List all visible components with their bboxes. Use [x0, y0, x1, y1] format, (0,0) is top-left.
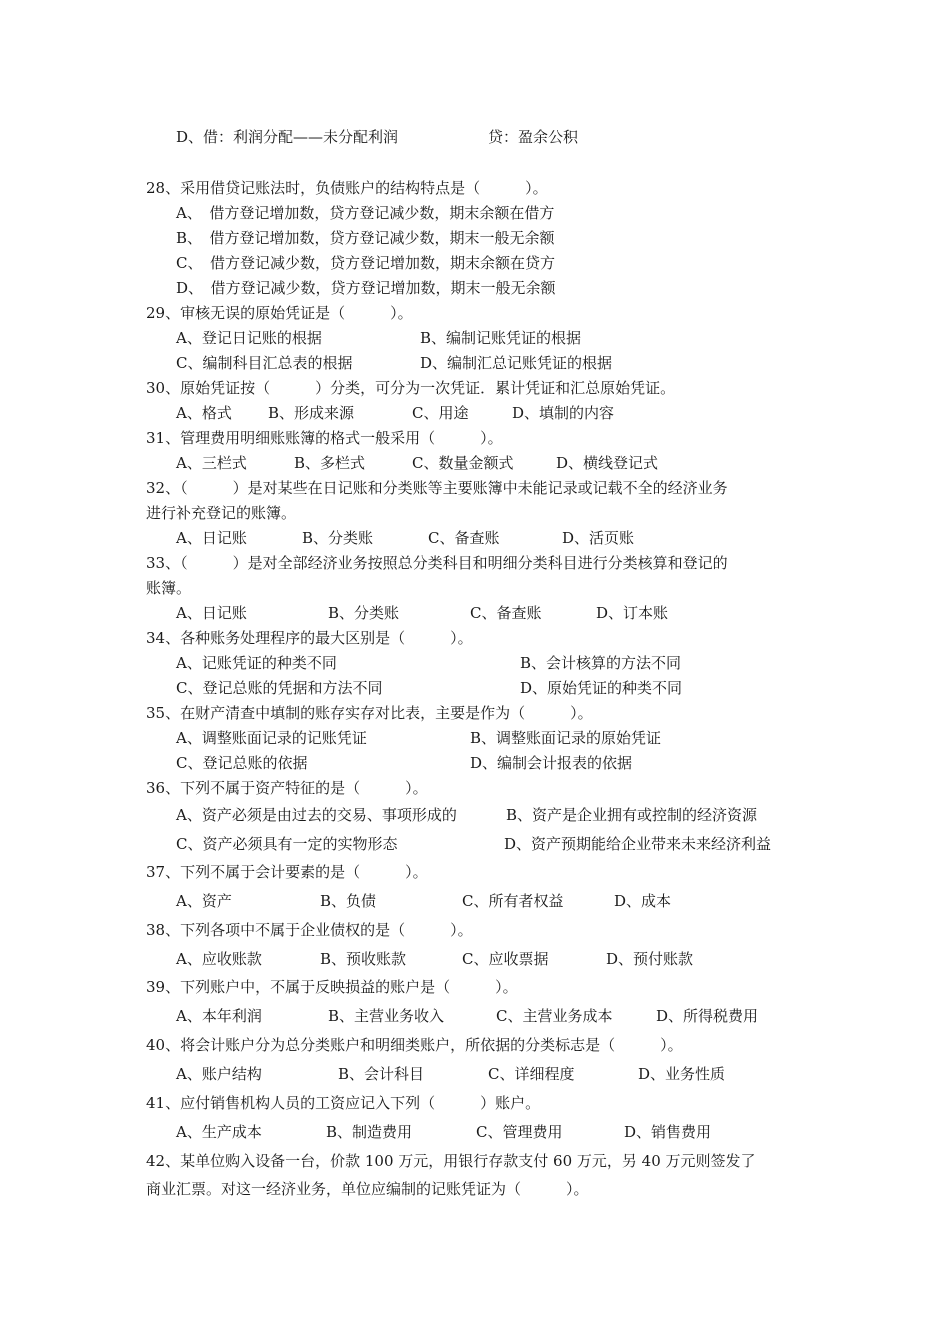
q32-option-d: D、活页账 [562, 529, 635, 547]
q35-option-c: C、登记总账的依据 [176, 754, 308, 772]
q35-option-a: A、调整账面记录的记账凭证 [176, 729, 367, 747]
q37-option-a: A、资产 [176, 892, 232, 910]
q39-option-d: D、所得税费用 [656, 1007, 759, 1025]
q27-option-d-credit: 贷：盈余公积 [488, 128, 579, 146]
q27-option-d: D、借：利润分配——未分配利润 [176, 128, 399, 146]
q32-stem-line2: 进行补充登记的账簿。 [146, 504, 297, 522]
q32-option-a: A、日记账 [176, 529, 247, 547]
q31-stem: 31、管理费用明细账账簿的格式一般采用（ ）。 [146, 429, 503, 447]
q41-option-c: C、管理费用 [476, 1123, 563, 1141]
q33-option-d: D、订本账 [596, 604, 669, 622]
q39-option-b: B、主营业务收入 [328, 1007, 445, 1025]
q37-option-c: C、所有者权益 [462, 892, 564, 910]
q34-option-d: D、原始凭证的种类不同 [520, 679, 683, 697]
q30-option-c: C、用途 [412, 404, 469, 422]
q33-option-a: A、日记账 [176, 604, 247, 622]
q41-stem: 41、应付销售机构人员的工资应记入下列（ ）账户。 [146, 1094, 541, 1112]
q29-option-a: A、登记日记账的根据 [176, 329, 322, 347]
q34-stem: 34、各种账务处理程序的最大区别是（ ）。 [146, 629, 473, 647]
q33-stem-line2: 账簿。 [146, 579, 192, 597]
q37-option-d: D、成本 [614, 892, 672, 910]
q42-stem-line2: 商业汇票。对这一经济业务，单位应编制的记账凭证为（ ）。 [146, 1180, 589, 1198]
q39-option-c: C、主营业务成本 [496, 1007, 613, 1025]
q41-option-a: A、生产成本 [176, 1123, 262, 1141]
q42-stem-line1: 42、某单位购入设备一台，价款 100 万元，用银行存款支付 60 万元，另 40 万元则签发了 [146, 1152, 756, 1170]
q31-option-b: B、多栏式 [294, 454, 366, 472]
q36-option-a: A、资产必须是由过去的交易、事项形成的 [176, 806, 457, 824]
q34-option-c: C、登记总账的凭据和方法不同 [176, 679, 383, 697]
q38-option-b: B、预收账款 [320, 950, 407, 968]
q40-option-d: D、业务性质 [638, 1065, 726, 1083]
q39-option-a: A、本年利润 [176, 1007, 262, 1025]
q41-option-d: D、销售费用 [624, 1123, 712, 1141]
q28-option-c: C、 借方登记减少数，贷方登记增加数，期末余额在贷方 [176, 254, 555, 272]
q38-option-d: D、预付账款 [606, 950, 694, 968]
q36-option-d: D、资产预期能给企业带来未来经济利益 [504, 835, 772, 853]
q40-option-c: C、详细程度 [488, 1065, 575, 1083]
q40-option-b: B、会计科目 [338, 1065, 425, 1083]
q33-stem-line1: 33、（ ）是对全部经济业务按照总分类科目和明细分类科目进行分类核算和登记的 [146, 554, 728, 572]
q36-stem: 36、下列不属于资产特征的是（ ）。 [146, 779, 428, 797]
q38-stem: 38、下列各项中不属于企业债权的是（ ）。 [146, 921, 473, 939]
q28-option-b: B、 借方登记增加数，贷方登记减少数，期末一般无余额 [176, 229, 555, 247]
q37-stem: 37、下列不属于会计要素的是（ ）。 [146, 863, 428, 881]
q38-option-c: C、应收票据 [462, 950, 549, 968]
q38-option-a: A、应收账款 [176, 950, 262, 968]
q35-stem: 35、在财产清查中填制的账存实存对比表，主要是作为（ ）。 [146, 704, 593, 722]
q34-option-b: B、会计核算的方法不同 [520, 654, 682, 672]
q29-option-d: D、编制汇总记账凭证的根据 [420, 354, 613, 372]
q31-option-d: D、横线登记式 [556, 454, 659, 472]
q30-option-a: A、格式 [176, 404, 232, 422]
q35-option-d: D、编制会计报表的依据 [470, 754, 633, 772]
q28-option-d: D、 借方登记减少数，贷方登记增加数，期末一般无余额 [176, 279, 556, 297]
q35-option-b: B、调整账面记录的原始凭证 [470, 729, 662, 747]
q36-option-b: B、资产是企业拥有或控制的经济资源 [506, 806, 758, 824]
q30-option-d: D、填制的内容 [512, 404, 615, 422]
q40-stem: 40、将会计账户分为总分类账户和明细类账户，所依据的分类标志是（ ）。 [146, 1036, 683, 1054]
q31-option-c: C、数量金额式 [412, 454, 514, 472]
q30-stem: 30、原始凭证按（ ）分类，可分为一次凭证．累计凭证和汇总原始凭证。 [146, 379, 676, 397]
q29-stem: 29、审核无误的原始凭证是（ ）。 [146, 304, 413, 322]
q36-option-c: C、资产必须具有一定的实物形态 [176, 835, 398, 853]
q32-option-c: C、备查账 [428, 529, 500, 547]
q40-option-a: A、账户结构 [176, 1065, 262, 1083]
q29-option-c: C、编制科目汇总表的根据 [176, 354, 353, 372]
q34-option-a: A、记账凭证的种类不同 [176, 654, 337, 672]
q33-option-b: B、分类账 [328, 604, 400, 622]
q33-option-c: C、备查账 [470, 604, 542, 622]
q30-option-b: B、形成来源 [268, 404, 355, 422]
q32-stem-line1: 32、（ ）是对某些在日记账和分类账等主要账簿中未能记录或记载不全的经济业务 [146, 479, 728, 497]
q39-stem: 39、下列账户中，不属于反映损益的账户是（ ）。 [146, 978, 518, 996]
q32-option-b: B、分类账 [302, 529, 374, 547]
q29-option-b: B、编制记账凭证的根据 [420, 329, 582, 347]
q37-option-b: B、负债 [320, 892, 377, 910]
q28-option-a: A、 借方登记增加数，贷方登记减少数，期末余额在借方 [176, 204, 555, 222]
q31-option-a: A、三栏式 [176, 454, 247, 472]
q41-option-b: B、制造费用 [326, 1123, 413, 1141]
q28-stem: 28、采用借贷记账法时，负债账户的结构特点是（ ）。 [146, 179, 548, 197]
